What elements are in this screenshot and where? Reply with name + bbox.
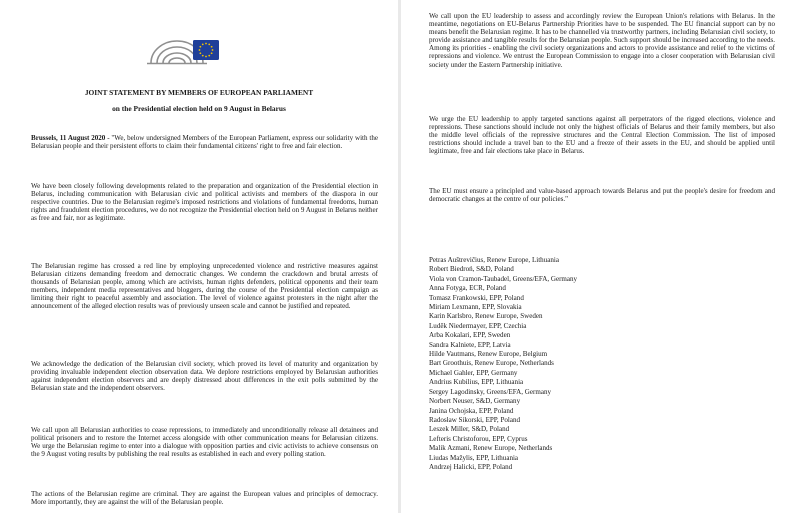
- signatory: Norbert Neuser, S&D, Germany: [429, 397, 521, 406]
- eu-star: [202, 55, 204, 57]
- signatory: Robert Biedroń, S&D, Poland: [429, 265, 514, 274]
- paragraph-election-concerns: We have been closely following developments related to the preparation and organization of the Presidential election in Belarus, including communication with Belarusian civic and political activists and members of the diaspora in our respective countries. Due to the Belarusian regime's imposed restrictions and violations of fundamental freedoms, human rights and fraudulent election procedures, we do not recognize the Presidential election held on 9 August in Belarus neither as free and fair, nor as legitimate.: [31, 182, 378, 223]
- signatory: Janina Ochojska, EPP, Poland: [429, 406, 514, 415]
- right-page: [401, 0, 800, 513]
- signatory: Radosław Sikorski, EPP, Poland: [429, 415, 521, 424]
- eu-star: [199, 49, 201, 51]
- signatory: Leszek Miller, S&D, Poland: [429, 425, 510, 434]
- paragraph-sanctions: We urge the EU leadership to apply targeted sanctions against all perpetrators of the rigged elections, violence and repressions. These sanctions should include not only the highest officials of Belarus and their family members, but also the middle level officials of the repressive structures and the Central Election Commission. The list of imposed restrictions should include a travel ban to the EU and a freeze of their assets in the EU, and should be applied until legitimate, free and fair elections take place in Belarus.: [429, 115, 775, 156]
- eu-star: [202, 43, 204, 45]
- eu-star: [211, 46, 213, 48]
- eu-star: [199, 52, 201, 54]
- eu-star: [205, 56, 207, 58]
- signatory: Lefteris Christoforou, EPP, Cyprus: [429, 434, 528, 443]
- paragraph-criminal-actions: The actions of the Belarusian regime are criminal. They are against the European values and principles of democracy. More importantly, they are against the will of the Belarusian people.: [31, 490, 378, 507]
- dateline: Brussels, 11 August 2020: [31, 134, 106, 142]
- signatory: Anna Fotyga, ECR, Poland: [429, 284, 506, 293]
- signatory: Luděk Niedermayer, EPP, Czechia: [429, 321, 527, 330]
- signatory: Hilde Vautmans, Renew Europe, Belgium: [429, 350, 548, 359]
- signatory: Michael Gahler, EPP, Germany: [429, 368, 518, 377]
- signatory: Bart Groothuis, Renew Europe, Netherlands: [429, 359, 554, 368]
- statement-subtitle: on the Presidential election held on 9 August in Belarus: [112, 104, 286, 113]
- signatory: Petras Auštrevičius, Renew Europe, Lithuania: [429, 256, 559, 264]
- signatory: Andrius Kubilius, EPP, Lithuania: [429, 378, 524, 387]
- left-page: [0, 0, 398, 513]
- signatories-list: [429, 256, 769, 472]
- eu-star: [211, 52, 213, 54]
- paragraph-demands: We call upon all Belarusian authorities to cease repressions, to immediately and unconditionally release all detainees and political prisoners and to restore the Internet access alongside with other communication means for Belarusian citizens. We urge the Belarusian regime to enter into a dialogue with opposition parties and civic activists to achieve consensus on the 9 August voting results by publishing the real results as established in each and every polling station.: [31, 426, 378, 459]
- signatory: Malik Azmani, Renew Europe, Netherlands: [429, 444, 553, 453]
- statement-title: JOINT STATEMENT BY MEMBERS OF EUROPEAN PARLIAMENT: [84, 88, 314, 97]
- signatory: Karin Karlsbro, Renew Europe, Sweden: [429, 312, 543, 321]
- paragraph-intro: [31, 134, 378, 150]
- signatory: Sergey Lagodinsky, Greens/EFA, Germany: [429, 387, 551, 396]
- signatory: Viola von Cramon-Taubadel, Greens/EFA, Germany: [429, 274, 578, 283]
- intro-text: - "We, below undersigned Members of the European Parliament, express our solidarity with the Belarusian people and their persistent efforts to claim their fundamental citizens' right to free and fair election.: [31, 134, 378, 151]
- eu-star: [205, 43, 207, 45]
- signatory: Miriam Lexmann, EPP, Slovakia: [429, 303, 522, 312]
- european-parliament-logo: [143, 33, 225, 67]
- eu-star: [208, 43, 210, 45]
- signatory: Andrzej Halicki, EPP, Poland: [429, 462, 513, 471]
- eu-star: [208, 55, 210, 57]
- signatory: Sandra Kalniete, EPP, Latvia: [429, 340, 511, 349]
- paragraph-civil-society: We acknowledge the dedication of the Belarusian civil society, which proved its level of maturity and organization by providing invaluable independent election observation data. We deplore restrictions employed by Belarusian authorities against independent election observers and are deeply distressed about differences in the exit polls submitted by the Belarusian state and the independent observers.: [31, 360, 378, 393]
- eu-star: [212, 49, 214, 51]
- signatory: Liudas Mažylis, EPP, Lithuania: [429, 453, 519, 462]
- paragraph-eu-relations: We call upon the EU leadership to assess and accordingly review the European Union's relations with Belarus. In the meantime, negotiations on EU-Belarus Partnership Priorities have to be suspended. The EU financial support can by no means benefit the Belarusian regime. It has to be channelled via trustworthy partners, including Belarusian civil society, to provide assistance and tangible results for the Belarusian people. Such support should be increased according to the needs. Among its priorities - enabling the civil society organizations and actors to provide assistance and relief to the victims of repressions and violence. We entrust the European Commission to engage into a closer cooperation with Belarusian civil society under the Eastern Partnership initiative.: [429, 12, 775, 69]
- eu-star: [199, 46, 201, 48]
- signatory: Arba Kokalari, EPP, Sweden: [429, 331, 511, 340]
- paragraph-violence: The Belarusian regime has crossed a red line by employing unprecedented violence and restrictive measures against Belarusian citizens demanding freedom and democratic changes. We condemn the crackdown and brutal arrests of thousands of Belarusian people, among which are activists, human rights defenders, political opponents and their team members, independent media representatives and bloggers, during the course of the Presidential election campaign as limiting their right to peaceful assembly and association. The level of violence against protesters in the night after the announcement of the alleged election results was of previously unseen scale and cannot be justified and repeated.: [31, 262, 378, 311]
- paragraph-eu-approach: The EU must ensure a principled and value-based approach towards Belarus and put the people's desire for freedom and democratic changes at the centre of our policies.": [429, 187, 775, 204]
- signatory: Tomasz Frankowski, EPP, Poland: [429, 293, 524, 302]
